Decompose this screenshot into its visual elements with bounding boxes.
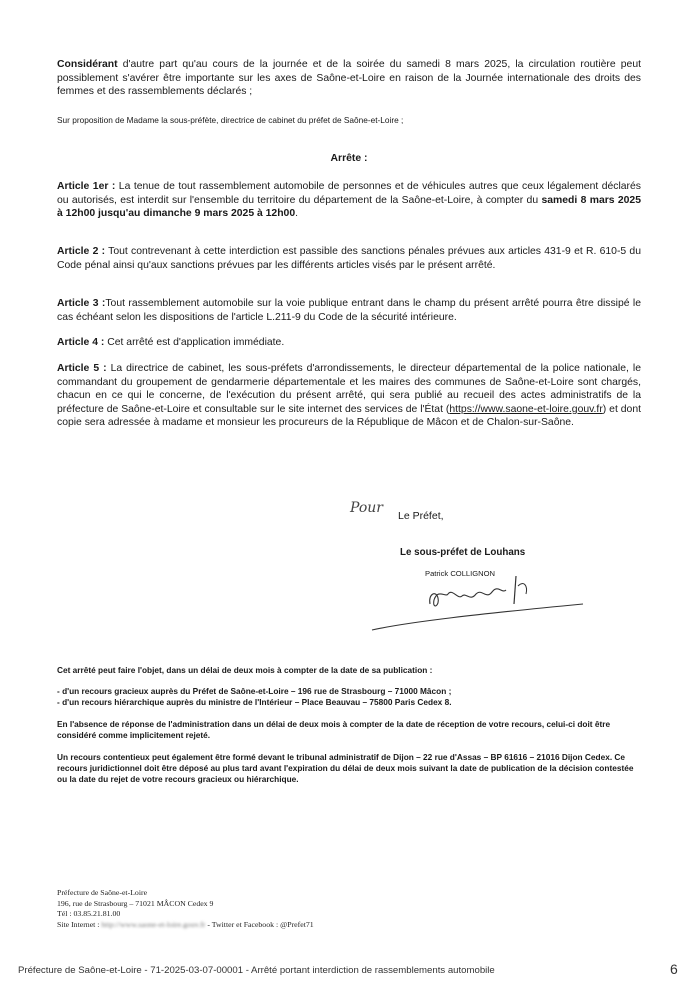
article-5	[57, 362, 641, 430]
considerant-paragraph	[57, 58, 641, 99]
article-1-end: .	[295, 208, 299, 220]
considerant-text: d'autre part qu'au cours de la journée et de la soirée du samedi 8 mars 2025, la circulation routière peut possiblement s'avérer être importante sur les axes de Saône-et-Loire en raison de la Journée internationale des droits des femmes et des rassemblements déclarés ;	[57, 59, 641, 98]
recours-item-gracieux: - d'un recours gracieux auprès du Préfet de Saône-et-Loire – 196 rue de Strasbourg – 71000 Mâcon ;	[57, 686, 452, 696]
article-5-text: La directrice de cabinet, les sous-préfets d'arrondissements, le directeur départemental de la police nationale, le commandant du groupement de gendarmerie départementale et les maires des communes de Saône-et-Loire sont chargés, chacun en ce qui le concerne, de l'exécution du présent arrêté, qui sera publié au recueil des actes administratifs de la préfecture de Saône-et-Loire et consultable sur le site internet des services de l'État (	[57, 363, 641, 415]
arrete-heading: Arrête :	[330, 153, 368, 164]
prefecture-website-link[interactable]: https://www.saone-et-loire.gouv.fr	[449, 403, 603, 415]
article-4-label: Article 4 :	[57, 337, 105, 348]
address-line-3: Tél : 03.85.21.81.00	[57, 909, 121, 919]
site-url[interactable]: http://www.saone-et-loire.gouv.fr	[101, 919, 206, 929]
article-4-text: Cet arrêté est d'application immédiate.	[104, 337, 285, 348]
arrete-heading-block	[57, 152, 641, 166]
page-footer: Préfecture de Saône-et-Loire - 71-2025-03-07-00001 - Arrêté portant interdiction de rassemblements automobile	[18, 965, 495, 976]
signature-name: Patrick COLLIGNON	[425, 569, 496, 578]
address-line-2: 196, rue de Strasbourg – 71021 MÂCON Cedex 9	[57, 898, 214, 908]
article-1-label: Article 1er :	[57, 181, 116, 192]
recours-item-hierarchique: - d'un recours hiérarchique auprès du ministre de l'Intérieur – Place Beauvau – 75800 Paris Cedex 8.	[57, 697, 452, 707]
article-3	[57, 297, 641, 324]
article-1	[57, 180, 641, 221]
address-footer	[57, 888, 314, 930]
article-2-label: Article 2 :	[57, 246, 106, 257]
article-1-text: La tenue de tout rassemblement automobile de personnes et de véhicules autres que ceux légalement déclarés ou autorisés, est interdit sur l'ensemble du territoire du département de la Saône-et-Loire, à compter du	[57, 181, 641, 206]
article-5-label: Article 5 :	[57, 363, 107, 374]
article-3-text: Tout rassemblement automobile sur la voie publique entrant dans le champ du présent arrêté pourra être dissipé le cas échéant selon les dispositions de l'article L.211-9 du Code de la sécurité intérieure.	[57, 298, 641, 323]
article-3-label: Article 3 :	[57, 298, 106, 309]
recours-section	[57, 665, 641, 785]
article-2	[57, 245, 641, 272]
handwritten-signature	[368, 564, 588, 636]
article-4	[57, 336, 641, 350]
social-handles: - Twitter et Facebook : @Prefet71	[205, 919, 314, 929]
considerant-lead: Considérant	[57, 59, 118, 70]
address-line-4	[57, 920, 314, 931]
proposition-text: Sur proposition de Madame la sous-préfète, directrice de cabinet du préfet de Saône-et-Loire ;	[57, 115, 404, 125]
site-label: Site Internet :	[57, 919, 100, 929]
address-line-1: Préfecture de Saône-et-Loire	[57, 888, 148, 897]
recours-contentieux: Un recours contentieux peut également être formé devant le tribunal administratif de Dijon – 22 rue d'Assas – BP 61616 – 21016 Dijon Cedex. Ce recours juridictionnel doit être déposé au plus tard avant l'expiration du délai de deux mois suivant la date de publication de la décision contestée ou la date du rejet de votre recours gracieux ou hiérarchique.	[57, 752, 634, 784]
page-number: 6	[670, 961, 678, 977]
article-1-period: samedi 8 mars 2025 à 12h00 jusqu'au dimanche 9 mars 2025 à 12h00	[57, 194, 641, 220]
proposition-paragraph	[57, 115, 641, 126]
article-2-text: Tout contrevenant à cette interdiction est passible des sanctions pénales prévues aux articles 431-9 et R. 610-5 du Code pénal ainsi qu'aux sanctions prévues par les différents articles visés par le présent arrêté.	[57, 246, 641, 271]
recours-absence: En l'absence de réponse de l'administration dans un délai de deux mois à compter de la date de réception de votre recours, celui-ci doit être considéré comme implicitement rejeté.	[57, 719, 611, 740]
recours-intro: Cet arrêté peut faire l'objet, dans un délai de deux mois à compter de la date de sa publication :	[57, 665, 433, 675]
handwritten-pour: Pour	[350, 500, 383, 516]
signature-sous-prefet: Le sous-préfet de Louhans	[400, 547, 526, 558]
article-5-text-after: ) et dont copie sera adressée à madame et monsieur les procureurs de la République de Mâcon et de Chalon-sur-Saône.	[57, 403, 641, 429]
signature-prefet: Le Préfet,	[398, 510, 444, 522]
